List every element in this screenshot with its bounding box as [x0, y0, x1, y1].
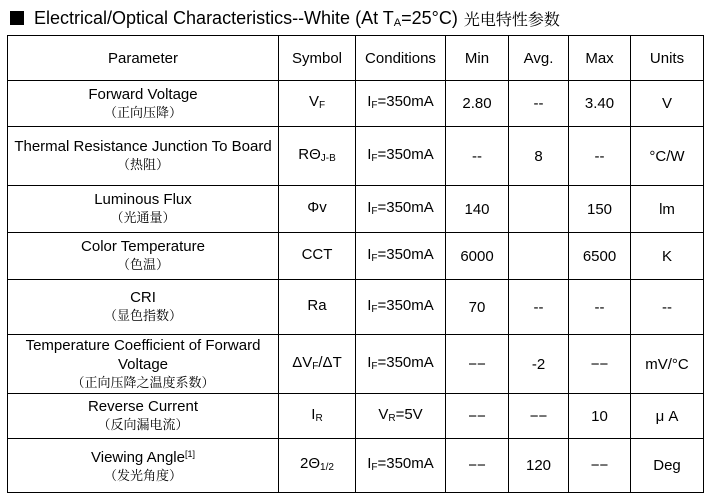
table-row: [8, 233, 704, 280]
table-row: [8, 81, 704, 127]
param-cell: [8, 394, 279, 439]
col-header: Min: [446, 36, 509, 81]
max-cell: 10: [569, 394, 631, 439]
min-cell: −−: [446, 394, 509, 439]
avg-cell: [509, 186, 569, 233]
avg-cell: --: [509, 280, 569, 335]
param-cell: [8, 439, 279, 493]
table-row: [8, 127, 704, 186]
col-header: Conditions: [356, 36, 446, 81]
param-en: Viewing Angle: [91, 449, 185, 466]
conditions-cell: $I_F=350mA$: [356, 186, 446, 233]
param-cn: （正向压降）: [103, 105, 182, 121]
param-en: Luminous Flux: [94, 191, 192, 208]
symbol-cell: $2\Theta_{1/2}$: [279, 439, 356, 493]
param-cn: （发光角度）: [103, 469, 182, 484]
param-cell: [8, 127, 279, 186]
avg-cell: --: [509, 81, 569, 127]
param-en: Temperature Coefficient of Forward Voltage: [25, 336, 261, 373]
param-cn: （正向压降之温度系数）: [71, 375, 215, 391]
min-cell: 2.80: [446, 81, 509, 127]
units-cell: μ A: [631, 394, 704, 439]
units-cell: K: [631, 233, 704, 280]
max-cell: 3.40: [569, 81, 631, 127]
col-header: Symbol: [279, 36, 356, 81]
max-cell: 150: [569, 186, 631, 233]
section-heading: [8, 5, 560, 31]
min-cell: −−: [446, 335, 509, 394]
table-row: [8, 394, 704, 439]
col-header: Max: [569, 36, 631, 81]
footnote-ref: [1]: [184, 449, 195, 459]
avg-cell: −−: [509, 394, 569, 439]
units-cell: --: [631, 280, 704, 335]
conditions-cell: $V_R=5V$: [356, 394, 446, 439]
param-cn: （热阻）: [116, 158, 169, 173]
param-en: Thermal Resistance Junction To Board: [14, 138, 272, 155]
param-cn: （显色指数）: [103, 309, 182, 324]
param-cell: [8, 81, 279, 127]
param-cell: [8, 280, 279, 335]
min-cell: 6000: [446, 233, 509, 280]
min-cell: −−: [446, 439, 509, 493]
symbol-cell: $V_F$: [279, 81, 356, 127]
symbol-cell: CCT: [279, 233, 356, 280]
conditions-cell: $I_F=350mA$: [356, 81, 446, 127]
conditions-cell: $I_F=350mA$: [356, 335, 446, 394]
max-cell: −−: [569, 335, 631, 394]
conditions-cell: $I_F=350mA$: [356, 280, 446, 335]
avg-cell: 8: [509, 127, 569, 186]
table-row: [8, 439, 704, 493]
heading-title-cn: 光电特性参数: [463, 9, 560, 29]
min-cell: 140: [446, 186, 509, 233]
max-cell: −−: [569, 439, 631, 493]
units-cell: °C/W: [631, 127, 704, 186]
heading-title: Electrical/Optical Characteristics--White (At $T_A=25^\circ C$): [34, 7, 458, 29]
param-cn: （色温）: [116, 258, 169, 273]
symbol-cell: $I_R$: [279, 394, 356, 439]
param-en: Color Temperature: [81, 238, 205, 255]
max-cell: 6500: [569, 233, 631, 280]
param-cn: （反向漏电流）: [97, 418, 189, 433]
min-cell: 70: [446, 280, 509, 335]
table-row: [8, 335, 704, 394]
table-row: [8, 280, 704, 335]
avg-cell: 120: [509, 439, 569, 493]
max-cell: --: [569, 280, 631, 335]
col-header: Avg.: [509, 36, 569, 81]
col-header: Units: [631, 36, 704, 81]
bullet-square-icon: [10, 11, 24, 25]
conditions-cell: $I_F=350mA$: [356, 439, 446, 493]
max-cell: --: [569, 127, 631, 186]
col-header: Parameter: [8, 36, 279, 81]
characteristics-table: [7, 35, 704, 493]
conditions-cell: $I_F=350mA$: [356, 233, 446, 280]
table-header-row: [8, 36, 704, 81]
avg-cell: -2: [509, 335, 569, 394]
table-row: [8, 186, 704, 233]
param-en: CRI: [130, 289, 156, 306]
symbol-cell: $\Delta V_F/\Delta T$: [279, 335, 356, 394]
symbol-cell: Φv: [279, 186, 356, 233]
symbol-cell: $R\Theta_{J-B}$: [279, 127, 356, 186]
units-cell: V: [631, 81, 704, 127]
param-en: Reverse Current: [87, 398, 199, 415]
param-cell: [8, 233, 279, 280]
units-cell: lm: [631, 186, 704, 233]
param-en: Forward Voltage: [88, 85, 198, 103]
avg-cell: [509, 233, 569, 280]
param-cn: （光通量）: [110, 211, 176, 226]
min-cell: --: [446, 127, 509, 186]
conditions-cell: $I_F=350mA$: [356, 127, 446, 186]
units-cell: Deg: [631, 439, 704, 493]
symbol-cell: Ra: [279, 280, 356, 335]
units-cell: mV/°C: [631, 335, 704, 394]
param-cell: [8, 335, 279, 394]
param-cell: [8, 186, 279, 233]
